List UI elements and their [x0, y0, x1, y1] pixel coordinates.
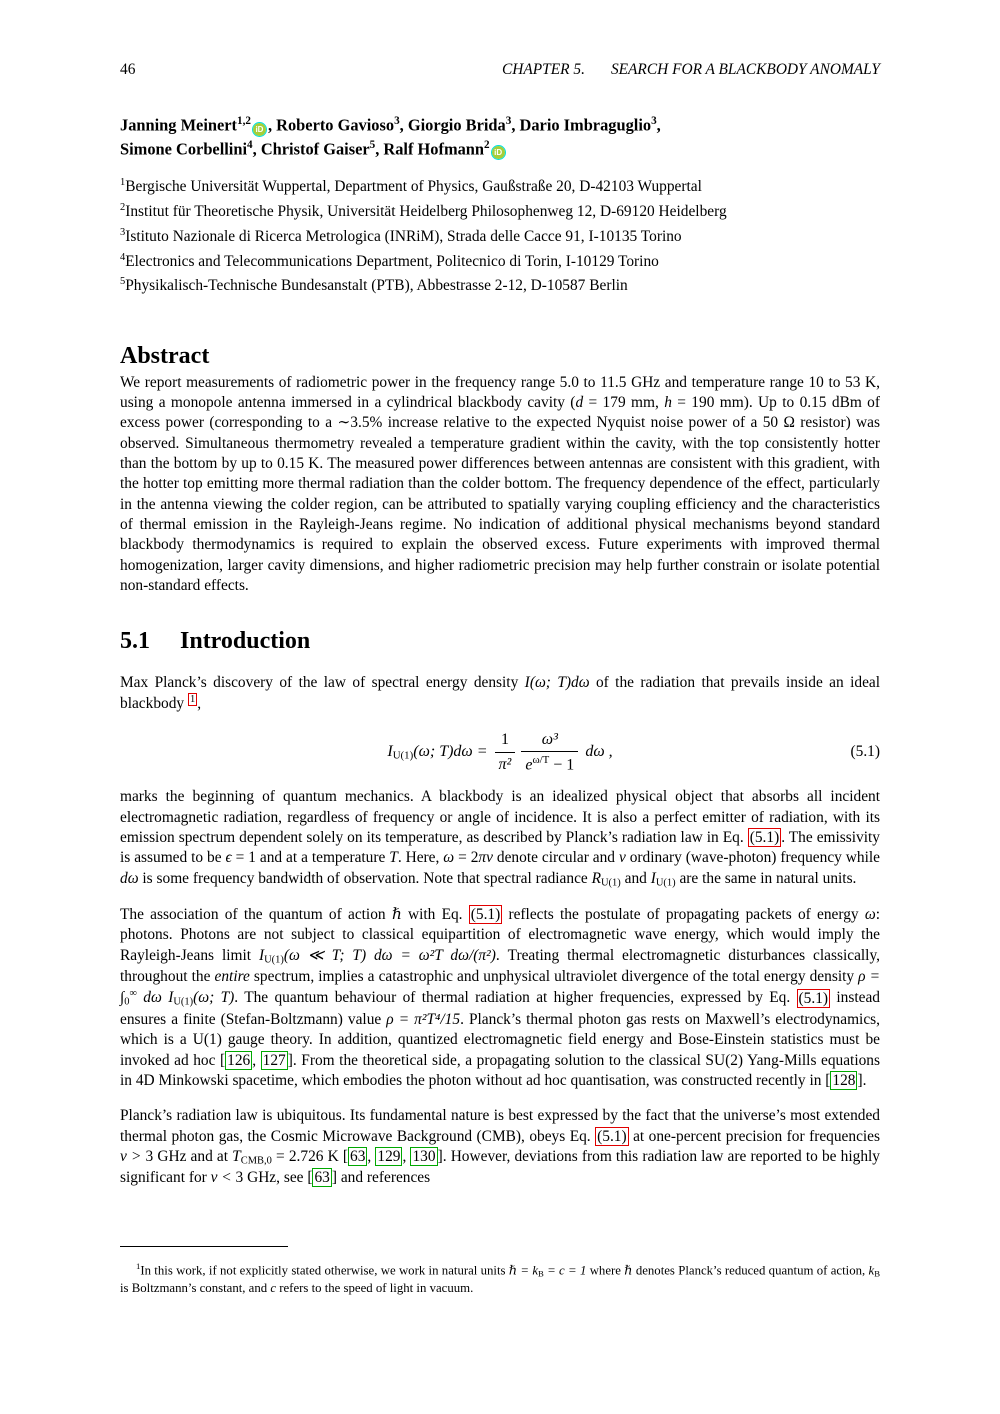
- fraction-numerator: 1: [495, 729, 516, 752]
- math-inline: ν <: [210, 1169, 232, 1187]
- affiliation-5: [120, 274, 880, 299]
- text-segment: ,: [402, 1147, 411, 1165]
- denominator-rest: − 1: [549, 756, 575, 774]
- section-heading: [120, 626, 880, 658]
- text-segment: Janning Meinert: [120, 115, 238, 135]
- superscript: 3: [505, 115, 512, 128]
- text-segment: The association of the quantum of action: [120, 906, 392, 924]
- text-segment: . The quantum behaviour of thermal radiation at higher frequencies, expressed by Eq.: [234, 989, 797, 1007]
- section-title: Introduction: [180, 628, 311, 655]
- text-segment: ]. From the theoretical side, a propagating solution to the classical SU(2) Yang-Mills equations in 4D Minkowski spacetime, which embodies the photon without ad hoc quantisation, was constructed recently in [: [120, 1051, 880, 1089]
- denominator-base: e: [525, 756, 533, 774]
- text-segment: 3 GHz, see [: [231, 1169, 313, 1187]
- affiliation-3: [120, 225, 880, 250]
- running-head: [120, 60, 880, 80]
- text-segment: = 179 mm,: [583, 394, 665, 412]
- equation-lhs-rest: (ω; T)dω =: [413, 742, 492, 760]
- footnote-rule: [120, 1246, 288, 1247]
- text-segment: , Ralf Hofmann: [375, 139, 485, 159]
- footnote-1: [120, 1260, 880, 1298]
- intro-paragraph-1: [120, 673, 880, 715]
- math-inline: (ω; T): [193, 989, 235, 1007]
- math-inline: ρ = π²T⁴/15: [386, 1011, 461, 1028]
- math-inline: ℏ = k: [508, 1262, 539, 1277]
- equation-lhs-subscript: U(1): [392, 749, 414, 762]
- text-segment: ordinary (wave-photon) frequency while: [625, 849, 880, 867]
- math-inline: d: [575, 394, 584, 412]
- text-segment: and: [620, 869, 651, 887]
- subscript: U(1): [601, 877, 621, 889]
- chapter-running-title: [502, 60, 880, 80]
- math-inline: I: [524, 673, 530, 691]
- citation-link[interactable]: 63: [314, 1169, 330, 1187]
- math-inline: ν >: [120, 1147, 142, 1165]
- text-segment: ] and references: [331, 1169, 431, 1187]
- affiliations: [120, 175, 880, 299]
- text-segment: ,: [252, 1051, 261, 1069]
- superscript: 3: [651, 115, 657, 128]
- equation-ref-link[interactable]: (5.1): [597, 1127, 627, 1145]
- author-line-1: [120, 114, 880, 137]
- math-inline: I: [650, 869, 656, 887]
- superscript: 4: [247, 138, 253, 151]
- math-inline: (ω; T)dω: [529, 673, 590, 691]
- fraction-numerator: ω³: [521, 729, 578, 752]
- citation-link[interactable]: 127: [262, 1051, 286, 1069]
- math-inline: k: [868, 1262, 875, 1277]
- text-segment: spectrum, implies a catastrophic and unphysical ultraviolet divergence of the total energy density: [249, 968, 859, 986]
- math-inline: ω: [864, 906, 876, 924]
- text-segment: ,: [197, 695, 202, 713]
- affiliation-text: Institut für Theoretische Physik, Universität Heidelberg Philosophenweg 12, D-69120 Heidelberg: [125, 203, 727, 221]
- text-segment: = 2: [454, 849, 479, 867]
- text-segment: ,: [367, 1147, 376, 1165]
- math-inline: c: [270, 1280, 277, 1295]
- author-list: [120, 114, 880, 161]
- text-segment: . Planck’s thermal photon gas rests on Maxwell’s electrodynamics, which is a U(1) gauge theory. In addition, quantized electromagnetic field energy and Bose-Einstein statistics must be invoked ad hoc [: [120, 1011, 881, 1069]
- section-number: 5.1: [120, 628, 150, 655]
- affiliation-marker: 3: [120, 226, 126, 238]
- text-segment: , Dario Imbraguglio: [511, 115, 652, 135]
- citation-link[interactable]: 126: [227, 1051, 251, 1069]
- text-segment: ]. However, deviations from this radiation law are reported to be highly significant for: [120, 1147, 880, 1187]
- superscript: 2: [484, 138, 490, 151]
- chapter-title: SEARCH FOR A BLACKBODY ANOMALY: [610, 61, 880, 78]
- affiliation-marker: 2: [120, 201, 126, 213]
- chapter-label: CHAPTER 5.: [502, 61, 585, 78]
- equation-body: [182, 729, 818, 776]
- abstract-heading: Abstract: [120, 343, 210, 370]
- equation-lhs: I: [387, 742, 393, 760]
- footnote-ref-link[interactable]: 1: [189, 694, 196, 706]
- citation-link[interactable]: 130: [412, 1147, 436, 1165]
- math-inline: h: [664, 394, 672, 412]
- math-inline: = c = 1: [543, 1262, 587, 1277]
- math-inline: T: [389, 849, 398, 867]
- citation-link[interactable]: 129: [377, 1147, 401, 1165]
- superscript: 1: [136, 1260, 141, 1271]
- equation-ref-link[interactable]: (5.1): [749, 828, 780, 846]
- text-segment: : photons. Photons are not subject to classical equipartition of electromagnetic wave energy, which would imply the Rayleigh-Jeans limit: [120, 906, 881, 964]
- text-segment: refers to the speed of light in vacuum.: [276, 1280, 474, 1295]
- text-segment: , Giorgio Brida: [399, 115, 506, 135]
- affiliation-text: Istituto Nazionale di Ricerca Metrologica (INRiM), Strada delle Cacce 91, I-10135 Torino: [125, 227, 682, 245]
- denominator-exponent: ω/T: [532, 753, 550, 766]
- subscript: 0: [124, 997, 130, 1009]
- footnote-block: [120, 1246, 880, 1310]
- text-segment: with Eq.: [401, 906, 469, 924]
- affiliation-marker: 4: [120, 251, 126, 263]
- math-inline: ℏ: [624, 1262, 633, 1277]
- abstract-paragraph: [120, 373, 880, 597]
- math-inline: I: [258, 946, 265, 964]
- citation-link[interactable]: 128: [832, 1071, 856, 1089]
- equation-5-1: [120, 729, 880, 776]
- intro-paragraph-3: [120, 905, 880, 1091]
- text-segment: Planck’s radiation law is ubiquitous. Its fundamental nature is best expressed by the fact that the universe’s most extended thermal photon gas, the Cosmic Microwave Background (CMB), obeys Eq.: [120, 1107, 880, 1145]
- equation-fraction-2: [521, 729, 578, 776]
- text-segment: instead ensures a finite (Stefan-Boltzmann) value: [120, 989, 880, 1028]
- equation-fraction-1: [495, 729, 516, 774]
- intro-paragraph-2: [120, 787, 880, 890]
- equation-number: (5.1): [850, 742, 880, 760]
- fraction-denominator: [521, 752, 578, 775]
- fraction-denominator: π²: [498, 755, 512, 773]
- affiliation-2: [120, 200, 880, 225]
- text-segment: is some frequency bandwidth of observation. Note that spectral radiance: [138, 869, 592, 887]
- superscript: ∞: [129, 988, 137, 1000]
- text-segment: In this work, if not explicitly stated otherwise, we work in natural units: [140, 1262, 509, 1277]
- affiliation-marker: 5: [120, 276, 126, 288]
- equation-ref-link[interactable]: (5.1): [470, 906, 501, 924]
- text-segment: where: [586, 1262, 625, 1277]
- superscript: 5: [369, 138, 376, 151]
- text-segment: ].: [857, 1071, 867, 1089]
- math-inline: ℏ: [391, 906, 402, 924]
- subscript: U(1): [264, 954, 284, 966]
- affiliation-4: [120, 250, 880, 275]
- emphasis-text: entire: [214, 968, 250, 986]
- text-segment: , Roberto Gavioso: [267, 115, 395, 135]
- text-segment: marks the beginning of quantum mechanics. A blackbody is an idealized physical object that absorbs all incident electromagnetic radiation, regardless of frequency or angle of incidence. It is also a perfect emitter of radiation, with its emission spectrum dependent solely on its temperature, as described by Planck’s radiation law in Eq.: [120, 788, 880, 846]
- orcid-icon[interactable]: iD: [492, 146, 505, 159]
- text-segment: denotes Planck’s reduced quantum of action,: [632, 1262, 869, 1277]
- text-segment: = 1 and at a temperature: [231, 849, 390, 867]
- subscript: U(1): [655, 877, 676, 889]
- text-segment: reflects the postulate of propagating packets of energy: [502, 906, 865, 924]
- affiliation-text: Physikalisch-Technische Bundesanstalt (PTB), Abbestrasse 2-12, D-10587 Berlin: [125, 277, 628, 295]
- superscript: 1,2: [237, 115, 251, 128]
- text-segment: We report measurements of radiometric power in the frequency range 5.0 to 11.5 GHz and temperature range 10 to 53 K, using a monopole antenna immersed in a cylindrical blackbody cavity (: [120, 373, 880, 412]
- affiliation-1: [120, 175, 880, 200]
- text-segment: of the radiation that prevails inside an ideal blackbody: [120, 673, 881, 713]
- subscript: U(1): [173, 997, 194, 1009]
- text-segment: , Christof Gaiser: [252, 139, 370, 159]
- intro-paragraph-4: [120, 1106, 880, 1188]
- text-segment: Max Planck’s discovery of the law of spectral energy density: [120, 673, 525, 691]
- text-segment: 3 GHz and at: [141, 1147, 233, 1165]
- text-segment: is Boltzmann’s constant, and: [120, 1280, 271, 1295]
- subscript: B: [874, 1268, 880, 1279]
- page-number: 46: [120, 61, 136, 78]
- math-inline: ρ = ∫: [120, 968, 881, 1007]
- math-inline: dω: [120, 869, 139, 887]
- affiliation-marker: 1: [120, 177, 126, 189]
- affiliation-text: Bergische Universität Wuppertal, Department of Physics, Gaußstraße 20, D-42103 Wuppertal: [125, 178, 702, 196]
- equation-ref-link[interactable]: (5.1): [798, 989, 829, 1007]
- text-segment: are the same in natural units.: [675, 869, 857, 887]
- text-segment: = 2.726 K [: [271, 1147, 348, 1165]
- math-inline: ν: [618, 849, 626, 867]
- text-segment: at one-percent precision for frequencies: [628, 1127, 880, 1145]
- text-segment: . The emissivity is assumed to be: [120, 828, 880, 867]
- math-inline: (ω ≪ T; T) dω = ω²T dω/(π²): [283, 946, 496, 964]
- author-line-2: [120, 138, 880, 161]
- text-segment: . Here,: [397, 849, 444, 867]
- text-segment: Simone Corbellini: [120, 139, 248, 159]
- math-inline: ϵ: [225, 849, 232, 867]
- math-inline: πν: [478, 849, 493, 867]
- math-inline: R: [591, 869, 601, 887]
- subscript: B: [538, 1268, 544, 1279]
- equation-tail: dω ,: [581, 742, 613, 760]
- text-segment: denote circular and: [492, 849, 619, 867]
- superscript: 3: [394, 115, 400, 128]
- text-segment: . Treating thermal electromagnetic disturbances classically, throughout the: [120, 946, 880, 986]
- orcid-icon[interactable]: iD: [253, 123, 266, 136]
- math-inline: dω I: [136, 989, 174, 1007]
- math-inline: ω: [443, 849, 455, 867]
- affiliation-text: Electronics and Telecommunications Department, Politecnico di Torin, I-10129 Torino: [125, 252, 659, 270]
- text-segment: ,: [656, 115, 661, 135]
- text-segment: = 190 mm). Up to 0.15 dBm of excess power (corresponding to a ∼3.5% increase relative to the expected Nyquist noise power of a 50 Ω resistor) was observed. Simultaneous thermometry revealed a temperature gradient within the cavity, with the top consistently hotter than the bottom by up to 0.15 K. The measured power differences between antennas are consistent with this gradient, with the hotter top emitting more thermal radiation than the colder bottom. The frequency dependence of the effect, particularly in the antenna viewing the colder region, can be attributed to spatially varying coupling efficiency and the characteristics of thermal emission in the Rayleigh-Jeans regime. No indication of additional physical mechanisms beyond standard blackbody thermodynamics is required to explain the observed excess. Future experiments with improved thermal homogenization, larger cavity dimensions, and higher radiometric precision may help further constrain or isolate potential non-standard effects.: [120, 394, 880, 594]
- citation-link[interactable]: 63: [350, 1147, 366, 1165]
- subscript: CMB,0: [240, 1155, 272, 1167]
- math-inline: T: [232, 1147, 241, 1165]
